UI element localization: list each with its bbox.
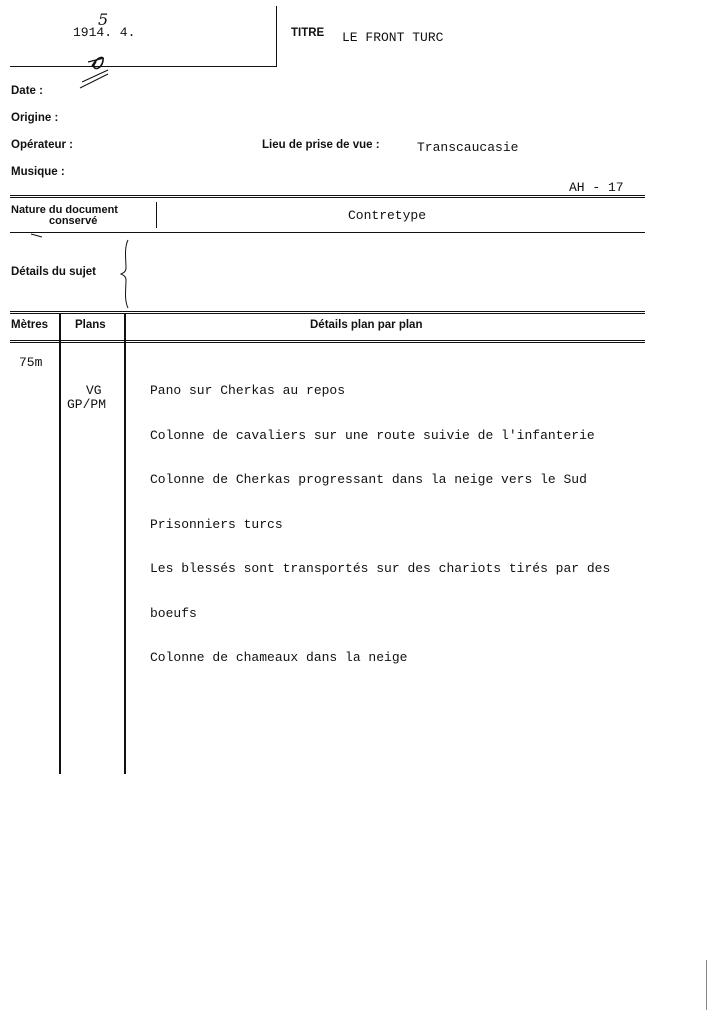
- table-header-bottom-border-inner: [10, 342, 645, 343]
- table-header-bottom-border: [10, 340, 645, 341]
- details-list: [150, 354, 610, 681]
- nature-top-border: [10, 195, 645, 196]
- titre-label: TITRE: [291, 27, 325, 39]
- details-line-1: Pano sur Cherkas au repos: [150, 383, 346, 398]
- date-label: Date :: [11, 85, 43, 97]
- details-line-6: boeufs: [150, 605, 197, 621]
- plans-value-1: VG: [86, 383, 102, 398]
- metres-value: 75m: [19, 355, 43, 370]
- musique-label: Musique :: [11, 166, 65, 178]
- nature-top-border-inner: [10, 197, 645, 198]
- col-header-plans: Plans: [75, 319, 106, 331]
- header-box-right-border: [276, 6, 277, 66]
- brace-icon: [120, 238, 132, 310]
- details-line-5: Les blessés sont transportés sur des chariots tirés par des: [150, 561, 611, 576]
- col-divider-plans-details: [124, 314, 126, 774]
- header-box-bottom-border: [10, 66, 277, 67]
- nature-bottom-border: [10, 232, 645, 233]
- handwritten-digit: 5: [98, 10, 109, 29]
- col-divider-metres-plans: [59, 314, 61, 774]
- col-header-metres: Mètres: [11, 319, 49, 331]
- table-top-border: [10, 311, 645, 312]
- details-line-7: Colonne de chameaux dans la neige: [150, 650, 408, 665]
- operateur-label: Opérateur :: [11, 139, 73, 151]
- small-arrow-mark-icon: [30, 232, 46, 240]
- table-top-border-inner: [10, 313, 645, 314]
- details-line-2: Colonne de cavaliers sur une route suivie de l'infanterie: [150, 427, 595, 443]
- lieu-label: Lieu de prise de vue :: [262, 139, 380, 151]
- details-line-3: Colonne de Cherkas progressant dans la neige vers le Sud: [150, 472, 587, 487]
- nature-label-line2: conservé: [49, 215, 98, 227]
- handwritten-date-mark: [98, 10, 108, 29]
- sujet-label: Détails du sujet: [11, 266, 96, 278]
- reference-code: AH - 17: [569, 180, 624, 195]
- nature-label-line1: Nature du document: [11, 204, 118, 216]
- lieu-value: Transcaucasie: [417, 140, 519, 155]
- details-line-4: Prisonniers turcs: [150, 516, 283, 532]
- origine-label: Origine :: [11, 112, 59, 124]
- col-header-details: Détails plan par plan: [310, 319, 423, 331]
- titre-value: LE FRONT TURC: [342, 30, 444, 45]
- nature-divider: [156, 202, 157, 228]
- date-stamp: 1914. 4.: [73, 25, 136, 40]
- nature-value: Contretype: [348, 208, 427, 223]
- page-edge-shadow: [706, 960, 707, 1010]
- plans-value-2: GP/PM: [67, 397, 107, 412]
- handwritten-scribble-icon: [78, 44, 118, 92]
